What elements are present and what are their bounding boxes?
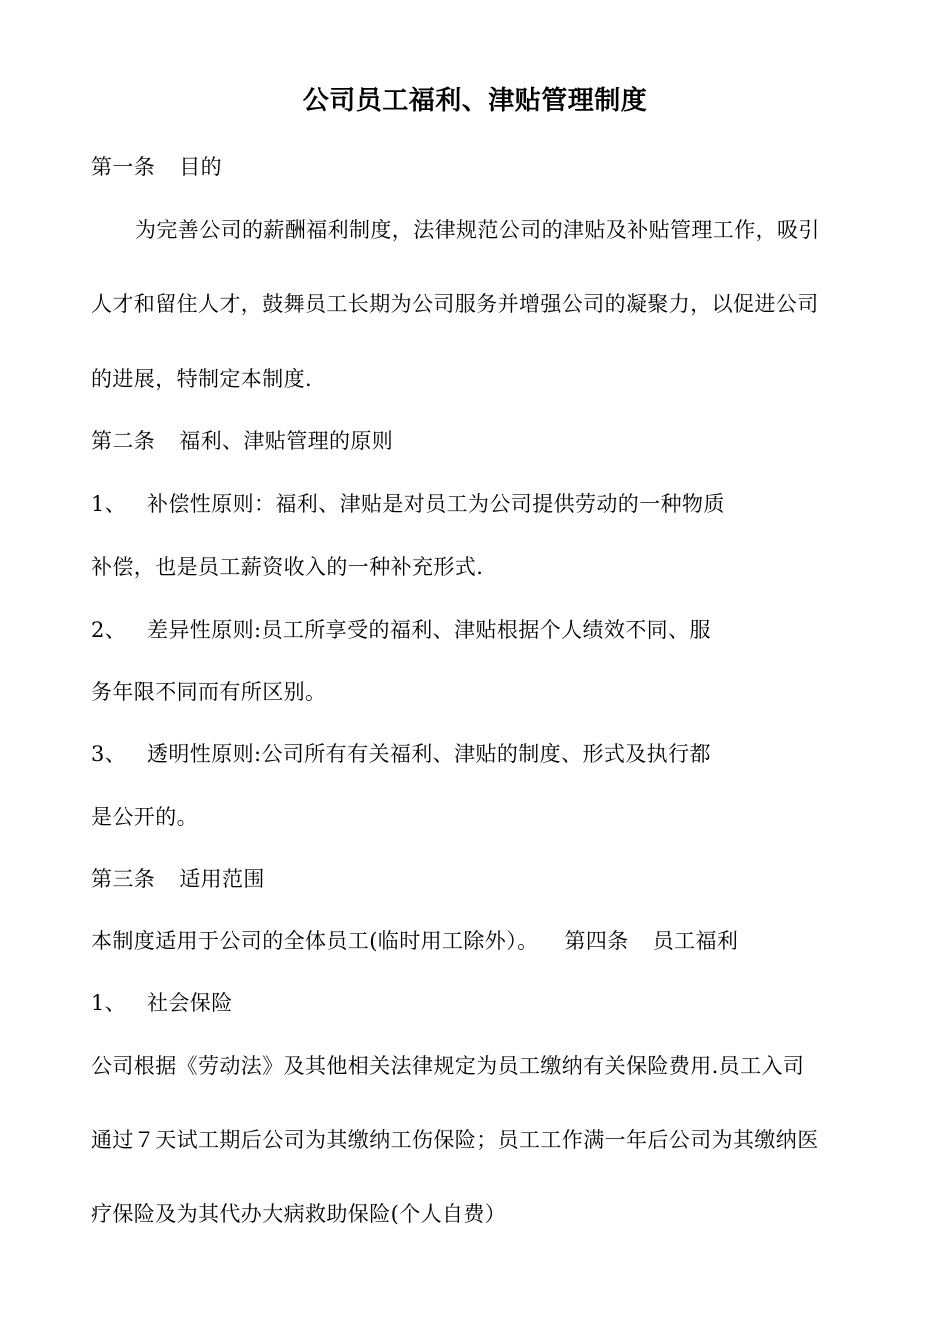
article2-item2-line2: 务年限不同而有所区别。 [91,680,327,704]
article4-heading: 员工福利 [652,929,739,953]
article3-heading: 适用范围 [179,867,265,891]
article2-item2-number: 2、 [91,618,127,642]
article2-item1-text: 补偿性原则：福利、津贴是对员工为公司提供劳动的一种物质 [147,492,725,516]
article1-label: 第一条 [91,155,156,179]
article2-item1-line2: 补偿，也是员工薪资收入的一种补充形式. [91,555,484,579]
article1-paragraph-line3: 的进展，特制定本制度. [91,367,313,391]
article2-item3-text: 透明性原则:公司所有有关福利、津贴的制度、形式及执行都 [147,742,711,766]
document-title: 公司员工福利、津贴管理制度 [302,86,648,116]
article4-item1-heading-line [91,989,233,1017]
article3-heading-line [91,865,265,893]
article2-heading: 福利、津贴管理的原则 [179,429,394,453]
article4-label: 第四条 [564,929,629,953]
article4-item1-line1: 公司根据《劳动法》及其他相关法律规定为员工缴纳有关保险费用.员工入司 [91,1054,805,1078]
article2-item1-number: 1、 [91,492,127,516]
article1-paragraph-line1: 为完善公司的薪酬福利制度，法律规范公司的津贴及补贴管理工作，吸引 [135,218,820,242]
article3-text-line [91,927,738,955]
article3-label: 第三条 [91,867,156,891]
article2-item2-line1 [91,616,711,644]
article2-item3-number: 3、 [91,742,127,766]
article2-item2-text: 差异性原则:员工所享受的福利、津贴根据个人绩效不同、服 [147,618,711,642]
article1-heading: 目的 [179,155,223,179]
article4-item1-heading: 社会保险 [147,991,233,1015]
article4-item1-number: 1、 [91,991,127,1015]
article1-paragraph-line2: 人才和留住人才，鼓舞员工长期为公司服务并增强公司的凝聚力，以促进公司 [91,292,819,316]
article2-heading-line [91,427,393,455]
article4-item1-line3: 疗保险及为其代办大病救助保险(个人自费） [91,1202,507,1226]
article1-heading-line [91,153,222,181]
article2-item3-line1 [91,740,711,768]
article2-label: 第二条 [91,429,156,453]
article3-text: 本制度适用于公司的全体员工(临时用工除外）。 [91,929,539,953]
article2-item3-line2: 是公开的。 [91,805,198,829]
article4-item1-line2: 通过７天试工期后公司为其缴纳工伤保险；员工工作满一年后公司为其缴纳医 [91,1128,819,1152]
article2-item1-line1 [91,490,725,518]
